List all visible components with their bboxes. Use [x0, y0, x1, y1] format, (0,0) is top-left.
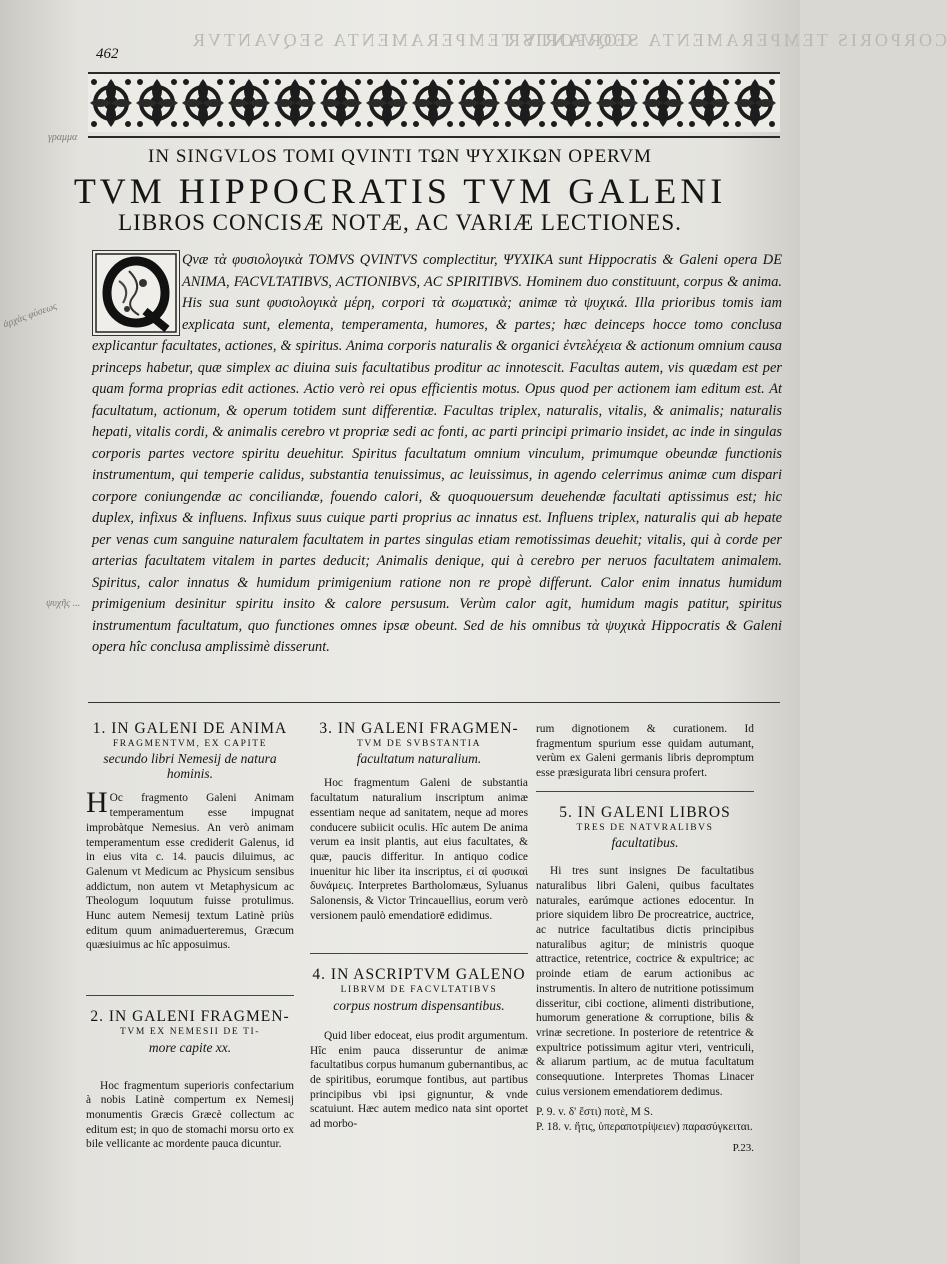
variant-reading-2: P. 18. v. ἥτις, ὑπεραποτρίψειεν) παρασύγκειται. — [536, 1121, 753, 1134]
section-4-heading — [310, 968, 528, 1012]
ornamental-header-band — [88, 72, 780, 138]
section-3-heading — [310, 722, 528, 766]
section-4-italic-title: corpus nostrum dispensantibus. — [333, 997, 505, 1013]
section-2-subtitle: TVM EX NEMESII DE TI- — [119, 1026, 261, 1037]
section-2-body: Hoc fragmentum superioris confectarium à nobis Latinè compertum ex Nemesij monumentis Græcis Græcè collectum ac editum est; in quo de stomachi morsu orto ex bile vellicante ac mordente pauca dicuntur. — [86, 1079, 294, 1151]
section-3-italic-title: facultatum naturalium. — [356, 751, 482, 767]
heading-line-1: IN SINGVLOS TOMI QVINTI ΤΩΝ ΨΥΧΙΚΩΝ OPERVM — [148, 146, 652, 167]
heading-line-2: TVM HIPPOCRATIS TVM GALENI — [73, 171, 727, 211]
bleed-through-text: CORPORIS TEMPERAMENTA SEQVANTVR — [190, 30, 632, 50]
intro-text: Qvæ τὰ φυσιολογικὰ TOMVS QVINTVS complectitur, ΨΥΧΙΚΑ sunt Hippocratis & Galeni opera DE ANIMA, FACVLTATIBVS, ACTIONIBVS, AC SPIRITIBVS. Hominem duo constituunt, corpus & anima. His sua sunt φυσιολογικὰ μέρη, corpori τὰ σωματικὰ; animæ τὰ ψυχικά. Illa prioribus tomis iam explicata sunt, elementa, temperamenta, humores, & partes; hæc deinceps hocce tomo conclusa explicantur facultates, actiones, & spiritus. Anima corporis naturalis & organici ἐντελέχεια & actionum omnium causa princeps habetur, quæ simplex ac diuina suis facultatibus proditur ac innotescit. Facultas autem, vis quædam est per quam forma proprias edit actiones. Actio verò rei opus efficientis motus. Opus quod per actionem iam editum est. At facultatum, actionum, & operum totidem sunt differentiæ. Facultas triplex, naturalis, vitalis, & animalis; naturalis hepati, vitalis cordi, & animalis cerebro vt propriæ sedi ac fonti, ac parti principi primario insidet, ac inde in singulas corporis partes vectore spiritu deuehitur. Spiritus facultatum omnium vinculum, primumque obeundæ functionis instrumentum, qui temperie calidus, substantia tenuissimus, ac leuissimus, in agendo celerrimus animæ cum dispari corpore coniungendæ ac conciliandæ, fouendo calori, & quoquouersum deuehendæ facultati aptissimus est; hic duplex, infixus & influens. Infixus suus cuique parti proprius ac innatus est. Influens triplex, naturalis qui ab hepate per venas cum sanguine naturalem facultatem in partes singulas etiam remotissimas deuehit; vitalis, qui à corde per arterias facultatem vitalem in partes deducit; Animalis denique, qui à cerebro per neruos facultatem animalem. Spiritus, calor innatus & humidum primigenium ratione non re propè differunt. Calor enim innatus humidum primigenium desinitur spiritu insito & calore persusum. Verùm calor agit, humidum magis patitur, spiritus instrumentum facultatum, quo functiones omnes ipsæ obeunt. Sed de his omnibus τὰ ψυχικὰ Hippocratis & Galeni opera hîc conclusa amplissimè disserunt. — [92, 252, 782, 655]
bleed-through-text: CORPORIS TEMPERAMENTA SEQVANTVR — [505, 30, 947, 50]
section-2-heading — [86, 1010, 294, 1054]
section-5-title: 5. IN GALENI LIBROS — [559, 803, 731, 821]
section-3-body: Hoc fragmentum Galeni de substantia facultatum naturalium inscriptum animæ essentiam neque ad sanitatem, neque ad mores conducere subiicit oculis. Hîc autem De anima verum ea insit plantis, aut eius facultates, & quæ, paucis differitur. In antiquo codice inuenitur hic liber ita inscriptus, εἰ αἱ φυσικαὶ δυνάμεις. Interpretes Bartholomæus, Syluanus Salonensis, & Victor Trincauellius, eorum verò versionem paulò emendatiorē edidimus. — [310, 777, 528, 922]
section-5-heading — [536, 803, 754, 851]
section-divider — [88, 702, 780, 703]
marginal-note: ψυχῆς ... — [46, 598, 81, 609]
marginal-note: ἀρχὰς φύσεως — [1, 300, 59, 331]
section-4-body: Quid liber edoceat, eius prodit argumentum. Hîc enim pauca disseruntur de animæ facultatibus corpus humanum gubernantibus, ac de spiritibus, eorumque fontibus, aut partibus principibus vbi ipsi gignuntur, & vnde scatuiunt. Hæc autem medico nata sint oportet ad morbo- — [310, 1029, 528, 1131]
section-1-body: HOc fragmento Galeni Animam temperamentum esse impugnat improbàtque Nemesius. An verò animam temperamentum esse crediderit Galenus, id in eius vita c. 14. paucis diluimus, ac Galenum vt Medicum ac Physicum sensibus addictum, non autem vt Metaphysicum ac Theologum loquutum fuisse protulimus. Hunc autem Nemesij textum Latinè priùs editum quum animaduerteremus, Græcum quæsiuimus ac hîc apposuimus. — [86, 786, 294, 952]
column-rule — [86, 995, 294, 996]
column-rule — [536, 791, 754, 792]
ornament-graphic — [88, 74, 780, 132]
section-5-italic-title: facultatibus. — [611, 835, 679, 851]
column-3 — [536, 722, 754, 1156]
section-3-subtitle: TVM DE SVBSTANTIA — [356, 738, 482, 749]
section-2-title: 2. IN GALENI FRAGMEN- — [90, 1008, 290, 1026]
catchword: P.23. — [732, 1141, 754, 1154]
column-2 — [310, 722, 528, 1132]
section-4-subtitle: LIBRVM DE FACVLTATIBVS — [340, 985, 498, 996]
intro-paragraph — [92, 250, 782, 698]
section-2-italic-title: more capite xx. — [148, 1039, 232, 1055]
variant-reading-1: P. 9. v. δ' ἔστι) ποτὲ, M S. — [536, 1106, 653, 1119]
heading-line-3: LIBROS CONCISÆ NOTÆ, AC VARIÆ LECTIONES. — [118, 210, 682, 235]
page-number: 462 — [96, 46, 119, 62]
section-5-subtitle: TRES DE NATVRALIBVS — [576, 822, 714, 833]
section-5-body: Hi tres sunt insignes De facultatibus naturalibus libri Galeni, quibus facultates naturales, earúmque actiones edocentur. In priore siquidem libro De procreatrice, auctrice, ac nutrice facultatibus dictis principibus naturalibus agitur; de ministris quoque attractice, retentrice, coctrice & expultrice; ac proinde etiam de earum actionibus ac instrumentis. In altero de nutritione potissimum disseritur, cibi coctione, alimenti distributione, humorum generatione & corruptione, bilis & vrinæ secretione. In posteriore de retentrice & expultrice potissimum agitur vteri, ventriculi, & aliarum partium, ac de mutua facultatum consequutione. Interpretes Thomas Linacer cuius versionem emendatiorem dedimus. — [536, 865, 754, 1098]
section-1-italic-title: secundo libri Nemesij de natura hominis. — [103, 751, 277, 782]
section-4-continued: rum dignotionem & curationem. Id fragmentum spurium esse quidam autumant, verùm ex Galeni germanis libris depromptum esse præsigurata libri censura profert. — [536, 723, 754, 780]
section-1-title: 1. IN GALENI DE ANIMA — [92, 720, 288, 737]
column-rule — [310, 953, 528, 954]
section-4-title: 4. IN ASCRIPTVM GALENO — [312, 966, 526, 984]
marginal-note: γραμμα — [48, 132, 78, 143]
section-1-subtitle: FRAGMENTVM, EX CAPITE — [112, 738, 268, 749]
section-1-heading — [86, 722, 294, 781]
drop-cap-space — [92, 250, 182, 336]
column-1 — [86, 722, 294, 1152]
section-3-title: 3. IN GALENI FRAGMEN- — [319, 720, 519, 737]
